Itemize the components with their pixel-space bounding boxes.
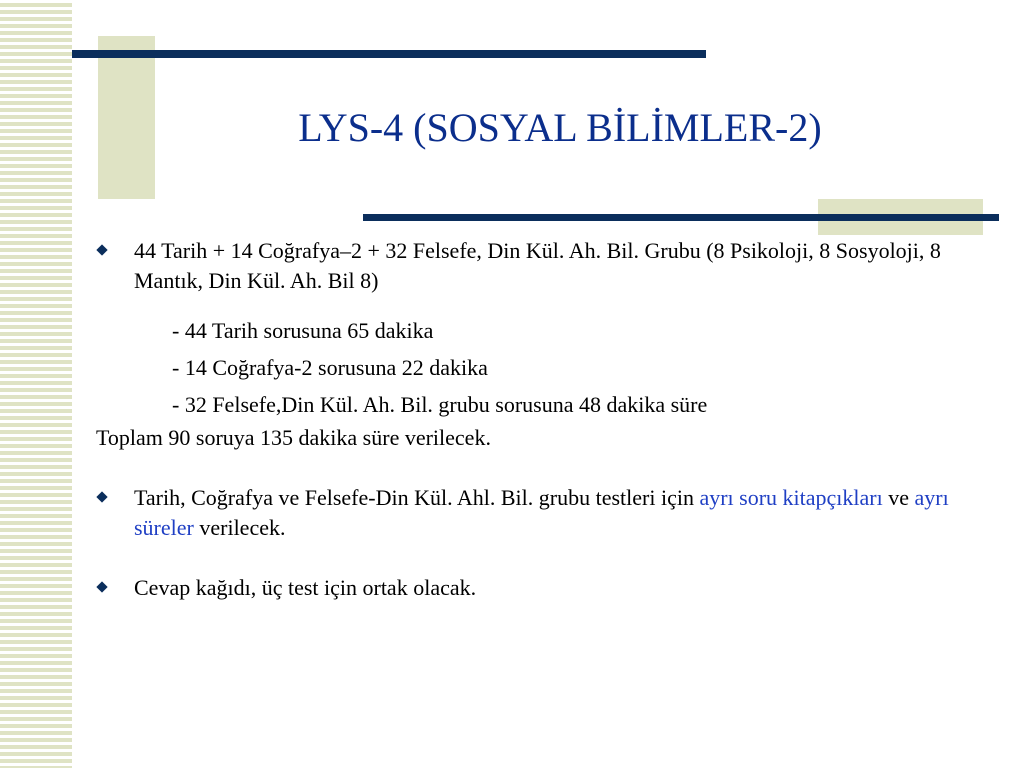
bullet-item-answer-sheet xyxy=(96,573,976,603)
diamond-bullet-icon xyxy=(96,491,107,502)
bullet-text: Cevap kağıdı, üç test için ortak olacak. xyxy=(134,575,477,600)
sub-item: - 44 Tarih sorusuna 65 dakika xyxy=(172,318,434,343)
sub-item: - 14 Coğrafya-2 sorusuna 22 dakika xyxy=(172,355,488,380)
decorative-stripe-band xyxy=(0,0,72,768)
highlight-separate-booklets: ayrı soru kitapçıkları xyxy=(699,485,883,510)
highlight-separate-durations: ayrı süreler xyxy=(134,485,949,540)
bullet-item-separate-booklets xyxy=(96,483,976,543)
sub-item: - 32 Felsefe,Din Kül. Ah. Bil. grubu sorusuna 48 dakika süre xyxy=(172,392,708,417)
bullet-text-start: Tarih, Coğrafya ve Felsefe-Din Kül. Ahl. Bil. grubu testleri için xyxy=(134,485,700,510)
slide-title: LYS-4 (SOSYAL BİLİMLER-2) xyxy=(298,105,822,150)
bullet-item-exam-composition xyxy=(96,236,976,296)
diamond-bullet-icon xyxy=(96,581,107,592)
title-rule-bottom xyxy=(363,214,999,221)
diamond-bullet-icon xyxy=(96,244,107,255)
slide-body xyxy=(96,236,976,603)
summary-line: Toplam 90 soruya 135 dakika süre verilecek. xyxy=(96,425,491,450)
title-rule-top xyxy=(72,50,706,58)
bullet-text-middle: ve xyxy=(882,485,915,510)
bullet-text-end: verilecek. xyxy=(193,515,286,540)
decorative-block-left xyxy=(98,36,155,199)
bullet-text: 44 Tarih + 14 Coğrafya–2 + 32 Felsefe, Din Kül. Ah. Bil. Grubu (8 Psikoloji, 8 Sosyoloji, 8 Mantık, Din Kül. Ah. Bil 8) xyxy=(134,238,941,293)
